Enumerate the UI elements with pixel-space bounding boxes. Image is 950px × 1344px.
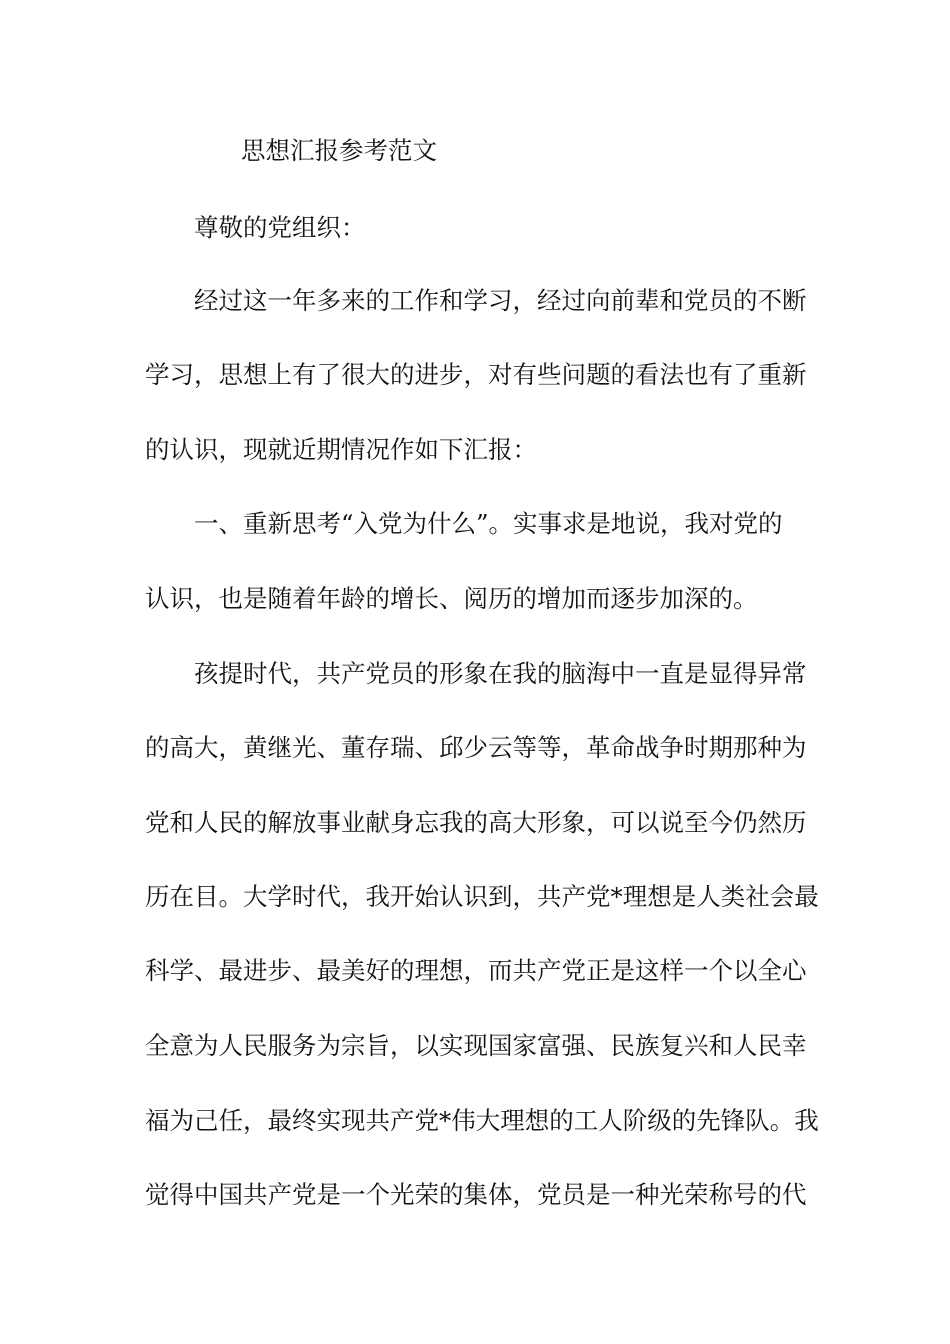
- document-title: 思想汇报参考范文: [241, 136, 437, 165]
- paragraph-line: 学习，思想上有了很大的进步，对有些问题的看法也有了重新: [145, 360, 807, 389]
- paragraph-line: 一、重新思考“入党为什么”。实事求是地说，我对党的: [194, 509, 783, 538]
- paragraph-line: 经过这一年多来的工作和学习，经过向前辈和党员的不断: [194, 286, 807, 315]
- paragraph-line: 的高大，黄继光、董存瑞、邱少云等等，革命战争时期那种为: [145, 733, 807, 762]
- salutation: 尊敬的党组织：: [194, 213, 366, 242]
- paragraph-line: 党和人民的解放事业献身忘我的高大形象，可以说至今仍然历: [145, 808, 807, 837]
- paragraph-line: 福为己任，最终实现共产党*伟大理想的工人阶级的先锋队。我: [145, 1106, 819, 1135]
- paragraph-line: 科学、最进步、最美好的理想，而共产党正是这样一个以全心: [145, 956, 807, 985]
- paragraph-line: 的认识，现就近期情况作如下汇报：: [145, 435, 537, 464]
- paragraph-line: 历在目。大学时代，我开始认识到，共产党*理想是人类社会最: [145, 882, 819, 911]
- paragraph-line: 全意为人民服务为宗旨，以实现国家富强、民族复兴和人民幸: [145, 1031, 807, 1060]
- paragraph-line: 觉得中国共产党是一个光荣的集体，党员是一种光荣称号的代: [145, 1180, 807, 1209]
- paragraph-line: 认识，也是随着年龄的增长、阅历的增加而逐步加深的。: [145, 584, 758, 613]
- paragraph-line: 孩提时代，共产党员的形象在我的脑海中一直是显得异常: [194, 659, 807, 688]
